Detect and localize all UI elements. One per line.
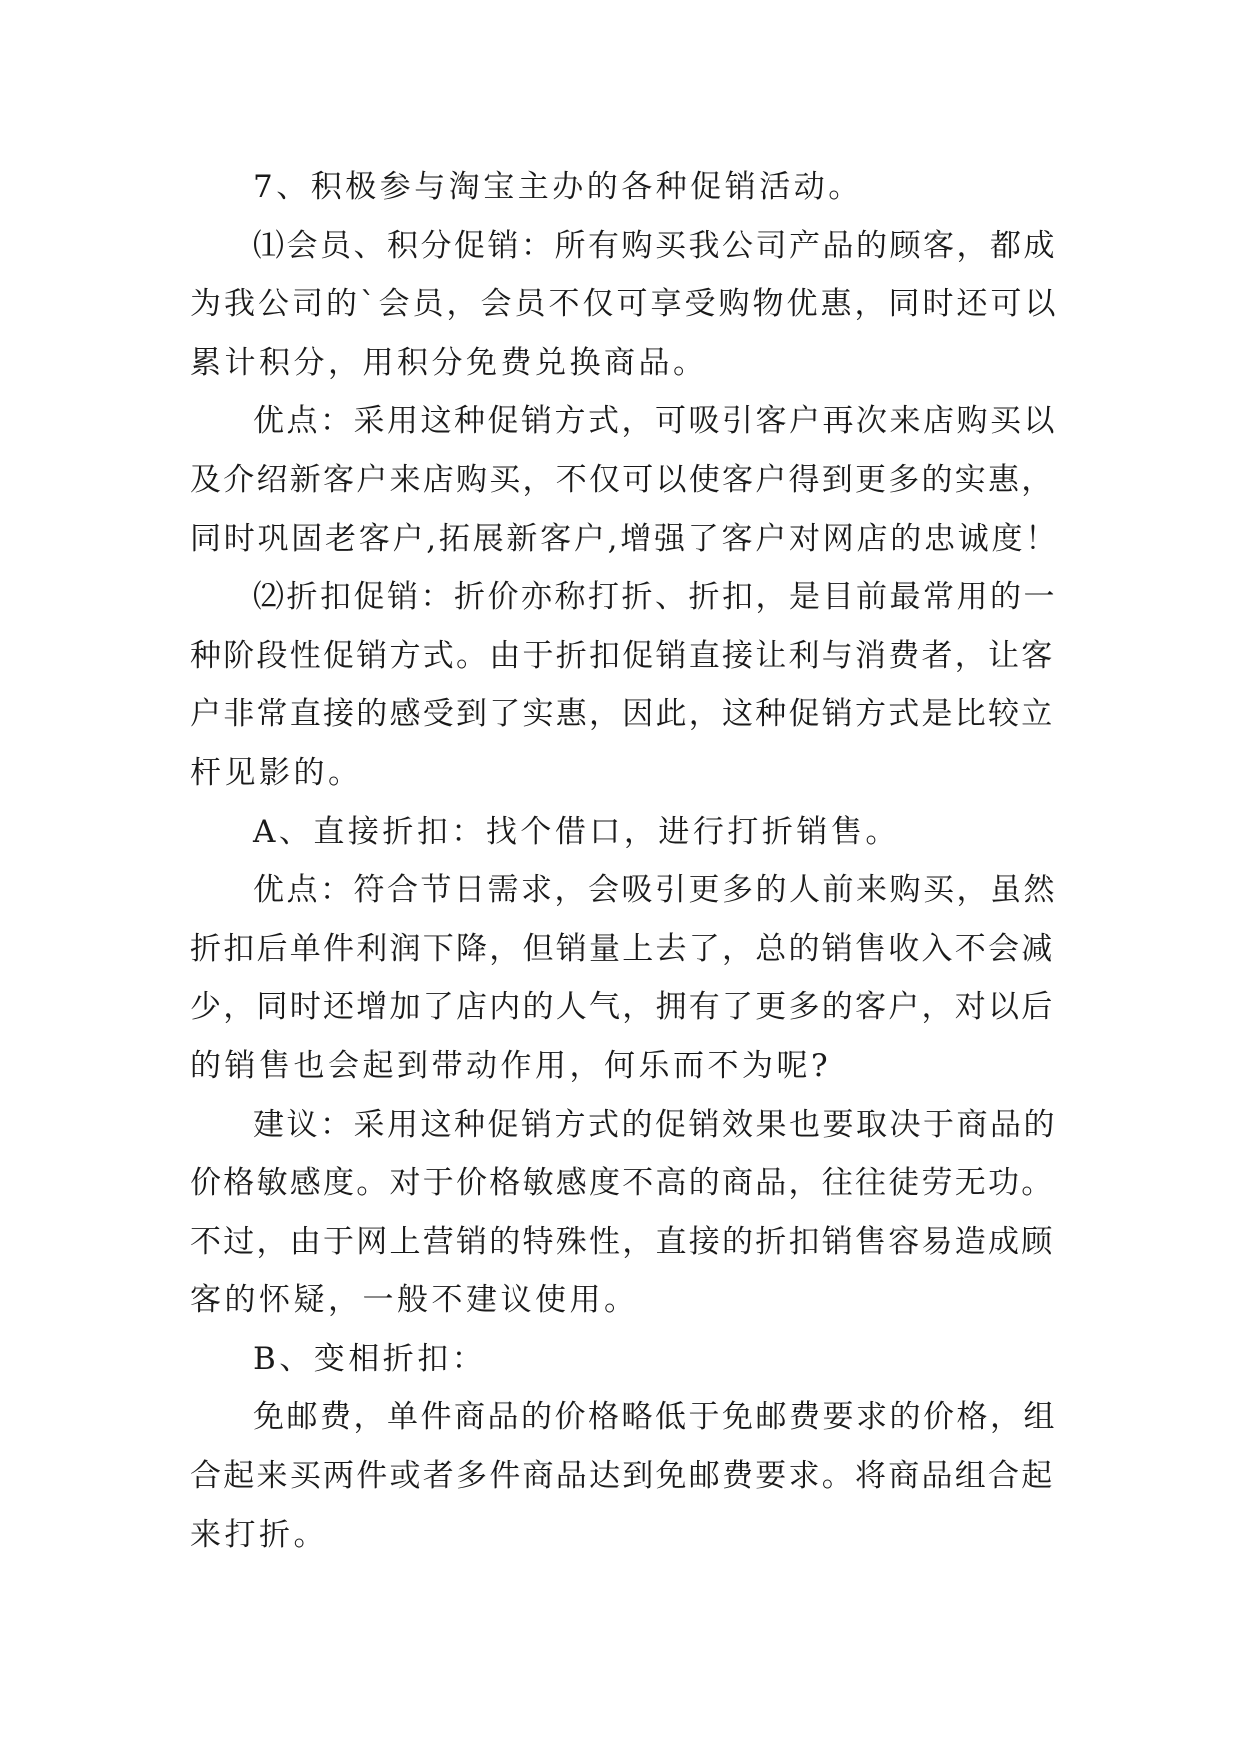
paragraph-line: 杆见影的。 [190,754,363,791]
paragraph-line: 累计积分，用积分免费兑换商品。 [190,344,708,381]
paragraph-line: 种阶段性促销方式。由于折扣促销直接让利与消费者，让客 [190,637,1055,674]
paragraph-line: 价格敏感度。对于价格敏感度不高的商品，往往徒劳无功。 [190,1165,1055,1202]
paragraph-line: 为我公司的`会员，会员不仅可享受购物优惠，同时还可以 [190,286,1059,323]
paragraph-first-line: 7、积极参与淘宝主办的各种促销活动。 [253,169,863,205]
paragraph-first-line: B、变相折扣： [253,1340,487,1377]
paragraph-line: 折扣后单件利润下降，但销量上去了，总的销售收入不会减 [190,930,1055,967]
paragraph-first-line: 优点：采用这种促销方式，可吸引客户再次来店购买以 [253,403,1057,440]
paragraph-line: 的销售也会起到带动作用，何乐而不为呢? [190,1047,832,1084]
paragraph-line: 合起来买两件或者多件商品达到免邮费要求。将商品组合起 [190,1458,1055,1495]
paragraph-line: 同时巩固老客户,拓展新客户,增强了客户对网店的忠诚度！ [190,520,1059,557]
paragraph-line: 来打折。 [190,1516,328,1553]
paragraph-first-line: 免邮费，单件商品的价格略低于免邮费要求的价格，组 [253,1399,1057,1436]
paragraph-first-line: 建议：采用这种促销方式的促销效果也要取决于商品的 [253,1106,1057,1143]
paragraph-first-line: 优点：符合节日需求，会吸引更多的人前来购买，虽然 [253,872,1057,909]
paragraph-first-line: A、直接折扣：找个借口，进行打折销售。 [253,813,900,850]
paragraph-line: 客的怀疑，一般不建议使用。 [190,1282,639,1319]
paragraph-line: 少，同时还增加了店内的人气，拥有了更多的客户，对以后 [190,989,1055,1026]
paragraph-first-line: ⑴会员、积分促销：所有购买我公司产品的顾客，都成 [253,227,1057,264]
paragraph-line: 及介绍新客户来店购买，不仅可以使客户得到更多的实惠， [190,461,1055,498]
paragraph-first-line: ⑵折扣促销：折价亦称打折、折扣，是目前最常用的一 [253,579,1057,616]
paragraph-line: 户非常直接的感受到了实惠，因此，这种促销方式是比较立 [190,696,1055,733]
paragraph-line: 不过，由于网上营销的特殊性，直接的折扣销售容易造成顾 [190,1223,1055,1260]
document-body [190,158,1060,1564]
